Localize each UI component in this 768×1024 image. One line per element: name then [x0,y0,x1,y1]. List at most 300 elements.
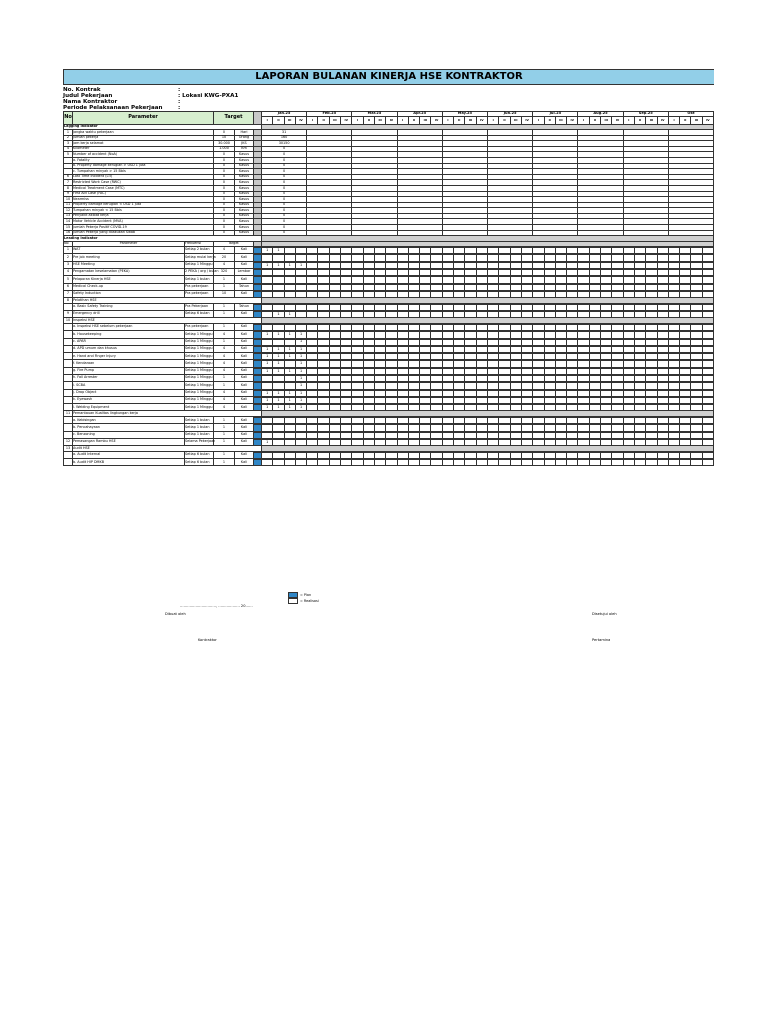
week-header: IV [521,116,532,124]
lagging-target: 0 [214,197,235,203]
lagging-no: 7 [64,180,73,186]
realisasi-cell [454,460,465,466]
realisasi-cell [499,460,510,466]
lagging-month-cell: 0 [262,169,307,175]
leading-param: WAT [73,247,185,254]
lagging-target: 0 [214,174,235,180]
realisasi-cell: 1 [295,332,306,338]
lagging-target: 0 [214,191,235,197]
lagging-no: 4 [64,146,73,152]
lagging-target: 0 [214,230,235,236]
lagging-target: 0 [214,169,235,175]
leading-unit: Kali [235,424,254,431]
realisasi-cell: 1 [273,248,284,254]
leading-unit: Kali [235,353,254,360]
leading-no [64,353,73,360]
leading-no: 7 [64,290,73,297]
lagging-month-cell: 160 [262,135,307,141]
leading-sec-no: 10 [64,318,73,324]
week-header: III [691,116,702,124]
legend [288,592,319,604]
week-header: I [262,116,273,124]
realisasi-cell: 1 [273,390,284,396]
leading-param: Safety Induction [73,290,185,297]
realisasi-cell [442,460,453,466]
leading-no [64,404,73,411]
lagging-param: Medical Treatment Case (MTC) [73,185,214,191]
signature-right-name: Pertamina [592,638,611,642]
leading-freq: Setiap 1 bulan [185,431,214,438]
leading-target: 1 [214,338,235,345]
leading-param: Medical Check-up [73,283,185,290]
leading-unit: Kali [235,417,254,424]
lagging-unit: Kasus [235,191,254,197]
week-header: IV [657,116,668,124]
leading-no [64,389,73,396]
realisasi-cell: 1 [262,397,273,403]
leading-unit: Kali [235,438,254,445]
lagging-param: Tumpahan minyak < 15 Bbls [73,208,214,214]
week-header: III [374,116,385,124]
realisasi-cell: 1 [295,383,306,389]
realisasi-cell: 1 [284,405,295,411]
realisasi-cell [680,460,691,466]
realisasi-cell: 1 [262,248,273,254]
lagging-unit: Kasus [235,157,254,163]
lagging-unit: Kasus [235,169,254,175]
leading-param: Pre job meeting [73,254,185,261]
week-header: IV [295,116,306,124]
meta-value: : [178,87,181,93]
leading-freq: Setiap 1 Minggu [185,404,214,411]
lagging-no: 13 [64,213,73,219]
leading-no [64,345,73,352]
header-gap [254,112,262,125]
lagging-target: 0 [214,129,235,135]
leading-target: 4 [214,360,235,367]
leading-target: 4 [214,367,235,374]
lagging-month-cell: 0 [262,152,307,158]
lagging-month-cell: 0 [262,174,307,180]
lagging-unit: Kasus [235,225,254,231]
lagging-unit: Kasus [235,197,254,203]
week-header: III [329,116,340,124]
lagging-target: 0 [214,152,235,158]
week-header: IV [612,116,623,124]
realisasi-cell: 1 [262,354,273,360]
lagging-month-cell: 0 [262,163,307,169]
leading-no [64,424,73,431]
leading-unit: Kali [235,396,254,403]
lagging-param: Jam kerja selamat [73,141,214,147]
lagging-unit: Kasus [235,163,254,169]
realisasi-marker [254,460,262,466]
lagging-unit: Kasus [235,180,254,186]
leading-freq: Setiap 1 Minggu [185,382,214,389]
realisasi-cell [465,460,476,466]
week-header: IV [431,116,442,124]
lagging-param: Property damage kerugian < USD 1 juta [73,202,214,208]
leading-unit: Kali [235,374,254,381]
leading-param: a. Audit Internal [73,451,185,458]
realisasi-cell [397,460,408,466]
week-header: IV [476,116,487,124]
realisasi-cell [567,460,578,466]
month-header: May.25 [442,112,487,117]
leading-unit: Kali [235,459,254,466]
realisasi-swatch [288,598,298,604]
leading-sec-no: 11 [64,411,73,417]
realisasi-cell: 1 [284,390,295,396]
realisasi-cell: 1 [273,354,284,360]
leading-sec-no: 13 [64,446,73,452]
realisasi-cell: 1 [284,368,295,374]
leading-param: c. APAR [73,338,185,345]
realisasi-cell [521,460,532,466]
leading-freq: 2 PEKA / org / bulan [185,268,214,275]
leading-no [64,431,73,438]
leading-no: 1 [64,247,73,254]
legend-realisasi-label: = Realisasi [300,599,319,603]
month-header: Jul.25 [533,112,578,117]
lagging-param: a. Fatality [73,157,214,163]
realisasi-cell [352,460,363,466]
leading-target: 4 [214,404,235,411]
realisasi-cell: 1 [262,262,273,268]
leading-target: 4 [214,389,235,396]
meta-value: : [178,99,181,105]
leading-section-label: Leading Indicator [64,236,262,241]
leading-sec-param: Audit HSE [73,446,262,452]
leading-param: e. Hand and Finger Injury [73,353,185,360]
leading-unit: Kali [235,451,254,458]
realisasi-cell [612,460,623,466]
leading-no [64,323,73,330]
month-header: Aug.25 [578,112,623,117]
leading-target: 1 [214,283,235,290]
lagging-param: Lost Time Incident (LTI) [73,174,214,180]
lagging-unit: Kasus [235,202,254,208]
meta-label: Periode Pelaksanaan Pekerjaan [63,105,163,111]
leading-target: 1 [214,323,235,330]
lagging-month-cell: 0 [262,146,307,152]
realisasi-cell: 1 [284,262,295,268]
leading-no: 6 [64,283,73,290]
leading-unit: Kali [235,323,254,330]
week-header: III [420,116,431,124]
lagging-param: b. Property damage kerugian > USD 1 juta [73,163,214,169]
meta-value: : [178,105,181,111]
leading-target: 1 [214,303,235,310]
leading-unit: Kali [235,382,254,389]
realisasi-cell: 1 [262,368,273,374]
realisasi-cell [374,460,385,466]
week-header: III [646,116,657,124]
lagging-unit: Km [235,146,254,152]
contract-meta [63,87,714,111]
leading-param: Pelaporan Kinerja HSE [73,276,185,283]
meta-label: Judul Pekerjaan [63,93,113,99]
realisasi-cell [623,460,634,466]
lagging-no: 2 [64,135,73,141]
leading-no [64,331,73,338]
leading-unit: Kali [235,254,254,261]
leading-no [64,374,73,381]
realisasi-cell: 1 [273,361,284,367]
week-header: IV [386,116,397,124]
leading-unit: Kali [235,360,254,367]
realisasi-cell [273,460,284,466]
leading-no [64,417,73,424]
report-title: LAPORAN BULANAN KINERJA HSE KONTRAKTOR [63,69,714,85]
leading-unit: Kali [235,331,254,338]
lagging-unit: Kasus [235,230,254,236]
realisasi-cell [668,460,679,466]
lagging-month-cell: 0 [262,157,307,163]
lagging-section-label: Lagging Indicator [64,124,262,129]
lagging-month-cell: 0 [262,197,307,203]
lagging-month-cell: 0 [262,202,307,208]
week-header: II [408,116,419,124]
leading-sec-param: Pemantauan Kualitas lingkungan kerja [73,411,262,417]
week-header: II [680,116,691,124]
leading-no [64,360,73,367]
realisasi-cell: 1 [284,312,295,318]
realisasi-cell: 1 [284,397,295,403]
leading-freq: Setiap 1 bulan [185,424,214,431]
lagging-no: 12 [64,208,73,214]
week-header: I [623,116,634,124]
leading-freq: Setiap 1 Minggu [185,331,214,338]
leading-param: Emergency drill [73,311,185,318]
leading-unit: Kali [235,290,254,297]
leading-target: 1 [214,311,235,318]
lagging-month-cell: 0 [262,208,307,214]
lagging-target: 0 [214,225,235,231]
lagging-month-cell: 0 [262,185,307,191]
realisasi-cell [634,460,645,466]
month-header: Feb.25 [307,112,352,117]
week-header: I [442,116,453,124]
realisasi-cell: 1 [295,361,306,367]
lagging-target: 0 [214,180,235,186]
week-header: III [601,116,612,124]
leading-param: f. Kendaraan [73,360,185,367]
month-header: Sep.25 [623,112,668,117]
leading-target: 1 [214,431,235,438]
report-table [63,111,714,466]
realisasi-cell: 1 [273,368,284,374]
lagging-param: Jumlah Pekerja yang dilakukan Swab [73,230,214,236]
realisasi-cell: 1 [262,390,273,396]
week-header: II [273,116,284,124]
leading-target: 4 [214,345,235,352]
leading-param: b. Audit HIP DMKB [73,459,185,466]
month-header: Jun.25 [488,112,533,117]
realisasi-cell: 1 [284,346,295,352]
realisasi-cell: 1 [262,346,273,352]
lagging-no: 16 [64,230,73,236]
realisasi-cell: 1 [295,405,306,411]
leading-param: d. APD umum dan khusus [73,345,185,352]
realisasi-cell [589,460,600,466]
week-header: IV [567,116,578,124]
leading-freq: Pra Pekerjaan [185,303,214,310]
leading-target: 20 [214,254,235,261]
leading-param: a. Kebisingan [73,417,185,424]
week-header: IV [341,116,352,124]
week-header: II [454,116,465,124]
leading-unit: Tahun [235,283,254,290]
leading-no [64,303,73,310]
leading-target: 4 [214,353,235,360]
leading-param: b. Pencahayaan [73,424,185,431]
leading-freq: Setiap 1 Minggu [185,345,214,352]
realisasi-cell: 1 [273,332,284,338]
month-header: Okt [668,112,713,117]
leading-head-target: Target [214,241,254,246]
leading-unit: Lembar [235,268,254,275]
realisasi-cell [329,460,340,466]
lagging-no: 9 [64,191,73,197]
lagging-target: 0 [214,157,235,163]
leading-unit: Kali [235,311,254,318]
lagging-target: 10 [214,135,235,141]
leading-no [64,451,73,458]
lagging-target: 0 [214,213,235,219]
leading-freq: Setiap 2 bulan [185,247,214,254]
week-header: I [352,116,363,124]
realisasi-cell [555,460,566,466]
lagging-param: First Aid Case (FAC) [73,191,214,197]
leading-target: 1 [214,417,235,424]
meta-label: Nama Kontraktor [63,99,118,105]
lagging-param: Kilometer [73,146,214,152]
realisasi-cell: 1 [273,312,284,318]
realisasi-cell: 1 [295,368,306,374]
realisasi-cell: 1 [262,332,273,338]
lagging-param: Motor Vehicle Accident (MVA) [73,219,214,225]
meta-label: No. Kontrak [63,87,101,93]
lagging-unit: Kasus [235,152,254,158]
week-header: II [318,116,329,124]
lagging-target: 30.000 [214,141,235,147]
leading-no [64,338,73,345]
leading-freq: Pra pekerjaan [185,323,214,330]
leading-freq: Setiap 1 Minggu [185,367,214,374]
leading-target: 1 [214,374,235,381]
leading-param: h. Fall Arrester [73,374,185,381]
leading-target: 1 [214,382,235,389]
leading-unit: Kali [235,431,254,438]
leading-freq: Setiap 1 Minggu [185,374,214,381]
leading-target: 1 [214,438,235,445]
lagging-no: 10 [64,197,73,203]
leading-target: 320 [214,268,235,275]
lagging-param: Jumlah pekerja [73,135,214,141]
lagging-target: 0 [214,185,235,191]
leading-no: 9 [64,311,73,318]
leading-target: 4 [214,261,235,268]
realisasi-cell: 1 [262,439,273,445]
realisasi-cell [307,460,318,466]
meta-value: : Lokasi KWG-PXA1 [178,93,239,99]
report-sheet [63,69,714,466]
week-header: I [307,116,318,124]
realisasi-cell [657,460,668,466]
leading-unit: Kali [235,261,254,268]
realisasi-cell: 1 [284,332,295,338]
realisasi-cell [341,460,352,466]
leading-target: 10 [214,290,235,297]
week-header: II [363,116,374,124]
lagging-target: 0 [214,208,235,214]
leading-freq: Pra pekerjaan [185,283,214,290]
lagging-no: 14 [64,219,73,225]
lagging-param: c. Tumpahan minyak > 15 Bbls [73,169,214,175]
leading-no: 12 [64,438,73,445]
leading-target: 4 [214,247,235,254]
lagging-no: 15 [64,225,73,231]
leading-freq: Setiap 6 bulan [185,459,214,466]
leading-no [64,396,73,403]
leading-target: 1 [214,459,235,466]
lagging-no: 3 [64,141,73,147]
leading-no: 3 [64,261,73,268]
leading-freq: Setiap 1 Minggu [185,360,214,367]
leading-sec-param: Pelatihan HSE [73,298,262,304]
leading-freq: Setiap 1 Minggu [185,338,214,345]
lagging-month-cell: 30150 [262,141,307,147]
leading-unit: Kali [235,367,254,374]
realisasi-cell [533,460,544,466]
realisasi-cell: 1 [273,262,284,268]
lagging-unit: Kasus [235,174,254,180]
leading-freq: Setiap 1 Minggu [185,353,214,360]
week-header: II [499,116,510,124]
realisasi-cell [702,460,713,466]
realisasi-cell [601,460,612,466]
week-header: I [397,116,408,124]
lagging-no: 1 [64,129,73,135]
leading-target: 1 [214,276,235,283]
leading-sec-param: Inspeksi HSE [73,318,262,324]
realisasi-cell: 1 [295,339,306,345]
week-header: I [488,116,499,124]
leading-freq: Setiap 6 bulan [185,451,214,458]
week-header: II [589,116,600,124]
lagging-no: 11 [64,202,73,208]
lagging-month-cell: 0 [262,219,307,225]
signature-right-title: Disetujui oleh [592,612,617,616]
lagging-target: 1.000 [214,146,235,152]
legend-plan-label: = Plan [300,593,312,597]
realisasi-cell [318,460,329,466]
lagging-target: 0 [214,202,235,208]
leading-freq: Setiap 1 Minggu [185,389,214,396]
leading-param: Pengamatan keselamatan (PEKA) [73,268,185,275]
week-header: II [634,116,645,124]
leading-freq: Setiap 1 bulan [185,417,214,424]
header-no: No [64,112,73,125]
lagging-unit: Hari [235,129,254,135]
realisasi-cell [476,460,487,466]
realisasi-cell: 1 [273,397,284,403]
leading-freq: Setiap mulai kerja [185,254,214,261]
leading-sec-no: 8 [64,298,73,304]
realisasi-cell: 1 [295,375,306,381]
header-target: Target [214,112,254,125]
